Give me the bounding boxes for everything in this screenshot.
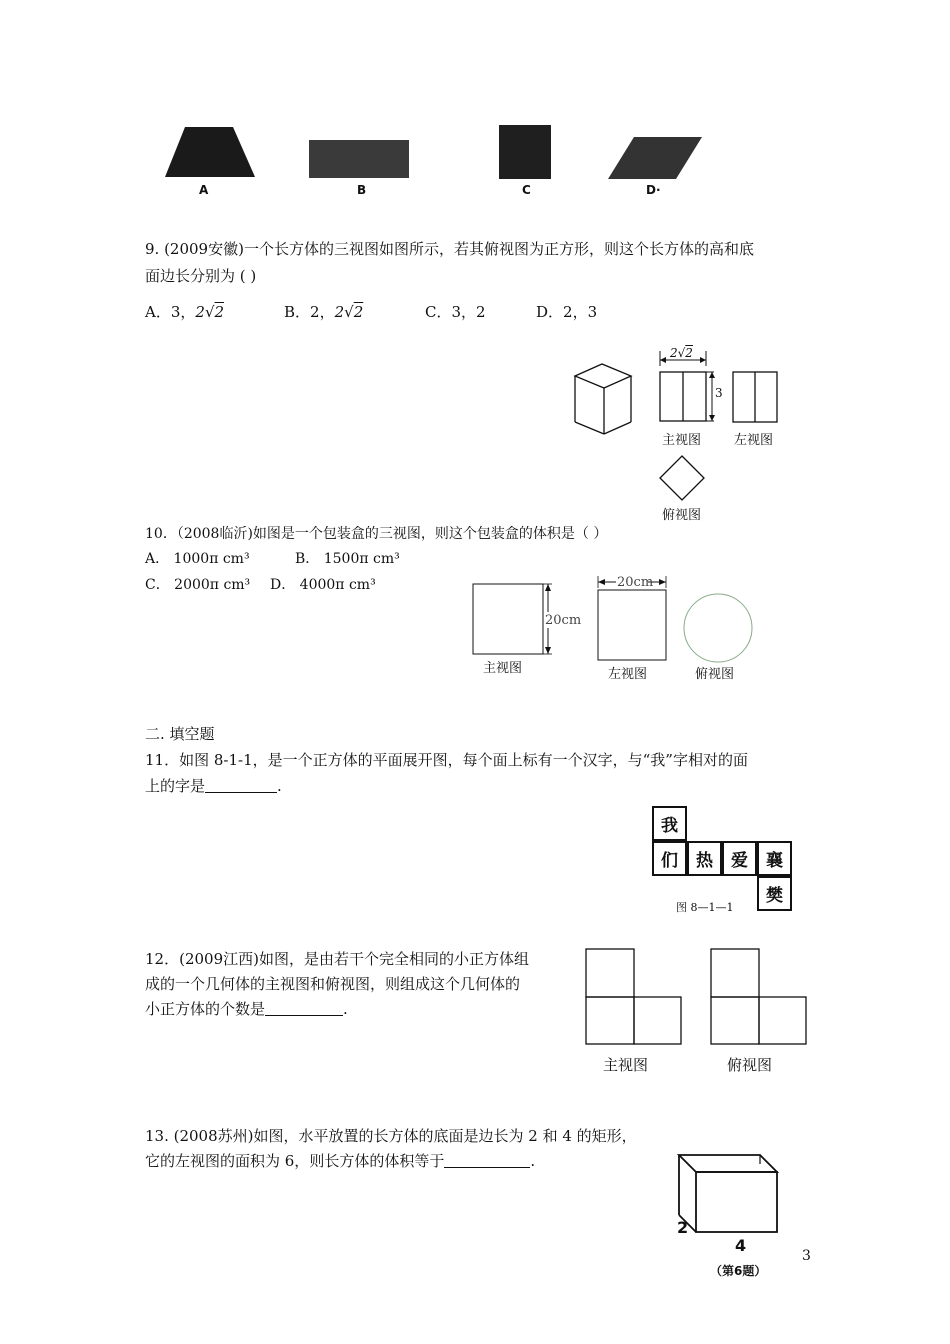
q11-net-cell: 樊 [757,876,792,911]
q11-text-line2-prefix: 上的字是 [145,777,206,795]
q12-text-line1: 12．(2009江西)如图，是由若干个完全相同的小正方体组 [145,950,529,968]
q9-option-d: D．2，3 [536,303,598,321]
q12-label-front: 主视图 [603,1056,649,1074]
q11-text-end: . [277,777,282,795]
q9-option-b-text: B．2， [284,303,335,321]
q9-label-left: 左视图 [734,433,774,448]
q8-shape-a [165,125,255,180]
q11-net-cell: 热 [687,841,722,876]
q12-text-end: . [343,1000,348,1018]
q9-option-a [145,300,224,324]
q10-dim-height: 20cm [545,613,582,628]
q10-option-c: C． 2000π cm³ [145,577,251,593]
page-number: 3 [802,1248,811,1264]
q12-text-line3-prefix: 小正方体的个数是 [145,1000,266,1018]
q10-top-view [682,592,756,666]
q13-text-line1: 13. (2008苏州)如图，水平放置的长方体的底面是边长为 2 和 4 的矩形， [145,1127,637,1145]
q10-text-line1: 10．（2008临沂)如图是一个包装盒的三视图，则这个包装盒的体积是（ ） [145,526,608,542]
q8-label-d: D· [646,183,661,197]
q13-box-figure [676,1152,786,1236]
q11-net-cell: 们 [652,841,687,876]
q9-left-view [731,370,779,424]
q11-cube-net [652,805,792,915]
q11-net-cell: 我 [652,806,687,841]
q9-option-a-sqrt: 2√2 [195,303,225,321]
q10-option-a: A． 1000π cm³ [145,551,250,567]
q12-front-view [584,947,684,1047]
q11-net-caption: 图 8—1—1 [676,901,734,914]
q11-text-line1: 11．如图 8-1-1，是一个正方体的平面展开图，每个面上标有一个汉字，与“我”字相对的面 [145,751,748,769]
q13-caption: （第6题） [710,1264,767,1278]
q13-dim-2: 2 [677,1218,689,1237]
q9-dim-width: 2√2 [670,346,693,360]
q10-dim-width: 20cm [617,575,654,590]
section2-title: 二. 填空题 [145,725,215,743]
q9-box-figure [572,362,634,437]
q8-shape-b [309,140,409,180]
q9-option-c: C．3，2 [425,303,486,321]
q13-text-line2 [145,1149,535,1173]
q8-label-b: B [357,183,367,197]
q10-label-top: 俯视图 [695,667,735,682]
q8-shape-d [608,135,703,180]
q9-option-b-sqrt: 2√2 [334,303,364,321]
q10-option-b: B． 1500π cm³ [295,551,400,567]
q10-option-d: D． 4000π cm³ [270,577,376,593]
q12-answer-blank [265,999,343,1016]
q8-label-c: C [522,183,531,197]
q10-label-front: 主视图 [483,661,523,676]
q9-dim-height: 3 [715,386,723,400]
q8-label-a: A [199,183,209,197]
q9-option-b [284,300,363,324]
q9-option-a-text: A．3， [145,303,196,321]
q13-text-line2-prefix: 它的左视图的面积为 6，则长方体的体积等于 [145,1152,445,1170]
q9-text-line2: 面边长分别为 ( ) [145,267,257,285]
q11-text-line2 [145,774,282,798]
q12-text-line2: 成的一个几何体的主视图和俯视图，则组成这个几何体的 [145,975,521,993]
q13-answer-blank [444,1151,530,1168]
q12-top-view [709,947,809,1047]
q11-answer-blank [205,776,277,793]
q13-dim-4: 4 [735,1236,747,1255]
q13-text-end: . [530,1152,536,1170]
q9-top-view [657,454,707,504]
q11-net-cell: 爱 [722,841,757,876]
q12-text-line3 [145,997,348,1021]
q11-net-cell: 襄 [757,841,792,876]
q9-label-top: 俯视图 [662,508,702,523]
q8-shape-c [499,125,551,180]
q9-text-line1: 9. (2009安徽)一个长方体的三视图如图所示，若其俯视图为正方形，则这个长方体的高和底 [145,240,754,258]
q9-label-front: 主视图 [662,433,702,448]
q10-label-left: 左视图 [608,667,648,682]
q12-label-top: 俯视图 [727,1056,773,1074]
